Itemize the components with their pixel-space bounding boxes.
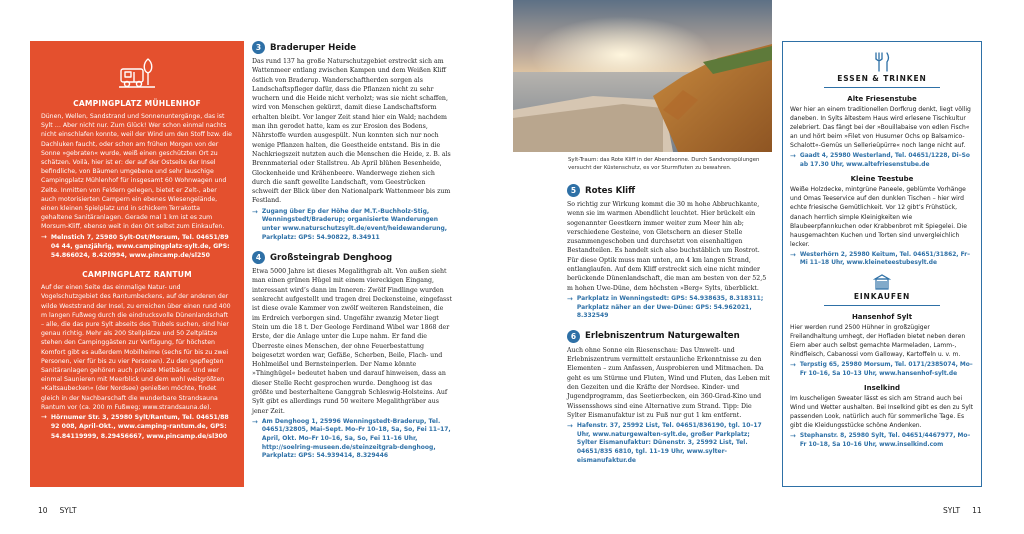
running-head: SYLT (943, 506, 961, 515)
photo-caption: Sylt-Traum: das Rote Kliff in der Abendsonne. Durch Sandvorspülungen versucht der Küstenschutz, es vor Sturmfluten zu bewahren. (568, 157, 760, 171)
entry-title: Inselkind (864, 383, 900, 392)
section-number-badge: 5 (567, 184, 580, 197)
entry-text: Im kuscheligen Sweater lässt es sich am Strand auch bei Wind und Wetter aushalten. Bei Inselkind gibt es den zu Sylt passenden Look, natürlich auch für sommerliche Tage. Es gibt die Kleidungsstücke schöne Andenken. (790, 394, 973, 430)
entry-text: Wer hier an einem traditionellen Dorfkrug denkt, liegt völlig daneben. In Sylts ältestem Haus wird erlesene Tischkultur zelebriert. Das fängt bei der »Bouillabaise von edlen Fisch« an und hört beim »Filet von Husumer Ochs op Balsamico-Schalott«-Gemüs un Sellerieüpürre« noch lange nicht auf. (790, 106, 971, 150)
camper-van-and-tree-icon (117, 53, 157, 91)
section-number-badge: 6 (567, 330, 580, 343)
arrow-right-icon: → (790, 152, 796, 161)
section-heading (567, 330, 771, 343)
section-info: → Am Denghoog 1, 25996 Wenningstedt-Braderup, Tel. 04651/32805, Mai–Sept. Mo–Fr 10–18, Sa, So, Fei 11–17, April, Okt. Mo–Fr 10–16, Sa, So, Fei 11–16 Uhr, http://soelring-museen.de/steinzeitgrab-denghoog, Parkplatz: GPS: 54.939414, 8.329446 (252, 417, 451, 460)
section-text: Auch ohne Sonne ein Riesenschau: Das Umwelt- und Erlebniszentrum vermittelt erstaunliche Erkenntnisse zu den Elementen – zum Anfassen, Ausprobieren und Mitmachen. Da geht es um Stürme und Fluten, Wind und Fluten, das Leben mit den Gezeiten und die Kräfte der Nordsee. Kinder- und Jugendprogramm, das Seetierbecken, ein 360-Grad-Kino und Wissensshows sind eine Alternative zum Strand. Tipp: Die Sylter Eismanufaktur ist zu Fuß nur gut 1 km entfernt. (567, 346, 770, 419)
page-footer (943, 506, 982, 515)
section-heading (567, 184, 771, 197)
text-column (567, 184, 771, 465)
entry-title: Alte Friesenstube (847, 95, 917, 103)
section-title: Großsteingrab Denghoog (270, 252, 393, 263)
category-title: ESSEN & TRINKEN (824, 74, 940, 88)
arrow-right-icon: → (252, 207, 258, 216)
arrow-right-icon: → (567, 422, 573, 431)
campsite-address: → Hörnumer Str. 3, 25980 Sylt/Rantum, Tel. 04651/88 92 008, April–Okt., www.camping-rantum.de, GPS: 54.84119999, 8.29456667, www.pincamp.de/sl300 (41, 413, 229, 440)
arrow-right-icon: → (567, 294, 573, 303)
arrow-right-icon: → (790, 250, 796, 259)
page-number: 10 (38, 506, 48, 515)
section-title: Rotes Kliff (585, 185, 636, 196)
fork-and-knife-icon (873, 52, 891, 72)
section-text: Etwa 5000 Jahre ist dieses Megalithgrab alt. Von außen sieht man einen grünen Hügel mit einem viereckigen Eingang, interessant wird’s dann im Inneren: Zwölf Findlinge wurden senkrecht aufgestellt und tragen drei Deckensteine, eingefasst ist diese ovale Kammer von zwölf weiteren Randsteinen, die im Erdreich verborgen sind. Ungefähr zwanzig Meter liegt Stein um die 18 t. Der Geologe Ferdinand Wibel war 1868 der Erste, der die Anlage unter die Lupe nahm. Er fand die Überreste eines Menschen, der ohne Feuerbestattung beigesetzt worden war, Gefäße, Scherben, Beile, Flach- und Hohlmeißel und Bernsteinperlen. Der Name könnte »Thinghügel« bedeutet haben und darauf hinweisen, dass an dieser Stelle Recht gesprochen wurde. Denghoog ist das größte und besterhaltene Ganggrab Schleswig-Holsteins. Auf Sylt gibt es allerdings rund 50 weitere Megalithgräber aus jener Zeit. (252, 268, 452, 415)
section-number-badge: 3 (252, 41, 265, 54)
section-info: → Zugang über Ep der Höhe der M.T.-Buchholz-Stig, Wenningstedt/Braderup; organisierte Wanderungen unter www.naturschutzsylt.de/event/heidewanderung, Parkplatz: GPS: 54.90822, 8.34911 (252, 207, 448, 241)
section-heading (252, 41, 452, 54)
section-text: So richtig zur Wirkung kommt die 30 m hohe Abbruchkante, wenn sie im warmen Abendlicht leuchtet. Hier brückelt ein sogenannter Geestkern immer weiter zum Meer hin ab; verschiedene Gesteine, von Gletschern an dieser Stelle zusammengeschoben und durchsetzt von eisenhaltigen Bestandteilen. Es handelt sich also buchstäblich um Rostrot. Für diese Optik muss man unten, am 4 km langen Strand, entlanglaufen. Auf dem Kliff erstreckt sich eine nicht minder berückende Dünenlandschaft, die man am besten von der 52,5 m hohen Uwe-Düne, dem höchsten »Berg« Sylts, überblickt. (567, 201, 767, 292)
arrow-right-icon: → (41, 232, 47, 241)
page-footer (38, 506, 77, 515)
tips-box (782, 41, 982, 487)
section-text: Das rund 137 ha große Naturschutzgebiet erstreckt sich am Wattenmeer entlang zwischen Kampen und dem Weißen Kliff östlich von Braderup. Wanderschaftherden sorgen als Landschaftspfleger dafür, dass die Pflanzen nicht zu sehr wuchern und die Heide nicht verholzt; was sie nicht schaffen, wird von Menschen gekürzt, damit diese Landschaftsform erhalten bleibt. Vor langer Zeit stand hier ein Wald; nachdem man ihn gerodet hatte, kam es zur Erosion des Bodens, Nährstoffe wurden ausgespült. Nun konnten sich nur noch wenige Pflanzen halten, die Geestheide entstand. Bis in die Nachkriegszeit nutzten auch die Menschen die Heide, z. B. als Brennmaterial oder Stallstreu. Ab April blühen Besenheide, Glockenheide und Krähenbeere. Wanderwege ziehen sich durch die sanft gewellte Landschaft, vom Geestrücken schweift der Blick über den Nationalpark Wattenmeer bis zum Festland. (252, 58, 451, 205)
campsite-info-box (30, 41, 244, 487)
running-head: SYLT (59, 506, 77, 515)
campsite-title: CAMPINGPLATZ MÜHLENHOF (73, 99, 201, 108)
entry-info: → Westerhörn 2, 25980 Keitum, Tel. 04651/31862, Fr–Mi 11–18 Uhr, www.kleineteestubesylt.de (790, 250, 971, 267)
campsite-address: → Melnstich 7, 25980 Sylt-Ost/Morsum, Tel. 04651/89 04 44, ganzjährig, www.campingplatz-sylt.de, GPS: 54.866024, 8.420994, www.pincamp.de/sl250 (41, 232, 230, 260)
arrow-right-icon: → (790, 432, 796, 441)
section-number-badge: 4 (252, 251, 265, 264)
arrow-right-icon: → (252, 417, 258, 426)
campsite-title: CAMPINGPLATZ RANTUM (82, 270, 192, 280)
red-cliff-sunset-photo (513, 0, 772, 152)
section-info: → Hafenstr. 37, 25992 List, Tel. 04651/836190, tgl. 10–17 Uhr, www.naturgewalten-sylt.de, großer Parkplatz; Sylter Eismanufaktur: Dünenstr. 3, 25992 List, Tel. 04651/835 6810, tgl. 11–19 Uhr, www.sylter-eismanufaktur.de (567, 422, 762, 464)
entry-text: Hier werden rund 2500 Hühner in großzügiger Freilandhaltung umhegt, der Hofladen bietet neben deren Eiern aber auch selbst gemachte Marmeladen, Lamm-, Rindfleisch, Cabanossi vom Galloway, Kartoffeln u. v. m. (790, 323, 966, 359)
section-info: → Parkplatz in Wenningstedt: GPS: 54.938635, 8.318311; Parkplatz näher an der Uwe-Düne: GPS: 54.962021, 8.332549 (567, 294, 764, 320)
campsite-text: Auf der einen Seite das einmalige Natur- und Vogelschutzgebiet des Rantumbeckens, auf der anderen der wilde Weststrand der Insel, zu erreichen über einen rund 400 m langen Fußweg durch die eindrucksvolle Dünenlandschaft – alle, die das pure Sylt abseits des Trubels suchen, sind hier genau richtig. Mehr als 200 Stellplätze und 50 Zeltplätze stehen den Campinggästen zur Verfügung, für höchsten Komfort gibt es außerdem Mobilheime (sechs für bis zu zwei Personen, vier für bis zu vier Personen). Zu den gepflegten Sanitäranlagen gehören auch private Mietbäder. Und wer einmal Saunieren mit Meerblick und dem wohl weitgrößten »Kaltsaubecken« (der Nordsee) genießen möchte, findet gleich in der Nachbarschaft die wunderbare Strandsauna Rantum vor (ca. 200 m Fußweg; www.strandsauna.de). (41, 284, 231, 411)
page-number: 11 (972, 506, 982, 515)
shop-icon (873, 274, 891, 290)
entry-title: Hansenhof Sylt (851, 312, 913, 321)
entry-title: Kleine Teestube (850, 175, 914, 184)
campsite-text: Dünen, Wellen, Sandstrand und Sonnenuntergänge, das ist Sylt … Aber nicht nur. Zum Glück! Wer schon einmal nachts nicht einschlafen konnte, weil der Wind um den Stoff bzw. die Dachluken faucht, oder schon am frühen Morgen von der Sonne »gebraten« wurde, weiß einen geschützten Ort zu schätzen. Voilà, hier ist er: der auf der Ostseite der Insel befindliche, von Bäumen umgebene und sehr lauschige Campingplatz Mühlenhof für insgesamt 60 Wohnwagen und Zelte. Inmitten von Feldern gelegen, bietet er Zelt-, aber auch motorisierten Campern ein ebenes Wiesengelände, einen kleinen Spielplatz und in schickem Terrakotta gehaltene Sanitäranlagen. Gerade mal 1 km ist es zum Morsum-Kliff, ebenso weit in den Ort selbst zum Einkaufen. (41, 113, 232, 231)
category-title: EINKAUFEN (824, 292, 940, 306)
entry-text: Weiße Holzdecke, mintgrüne Paneele, geblümte Vorhänge und Omas Teeservice auf den dunklen Tischen – hier wird echte friesische Gemütlichkeit. Vor 12 gibt’s Frühstück, danach herrlich simple Kleinigkeiten wie Blaubeerpfannkuchen oder Krabbenbrot mit Spiegelei. Die hausgemachten Kuchen und Torten sind unvergleichlich lecker. (790, 186, 967, 248)
section-title: Erlebniszentrum Naturgewalten (585, 331, 740, 342)
arrow-right-icon: → (41, 413, 47, 422)
entry-info: → Terpstig 65, 25980 Morsum, Tel. 0171/2385074, Mo–Fr 10–16, Sa 10–13 Uhr, www.hansenhof-sylt.de (790, 361, 973, 377)
text-column (252, 41, 452, 461)
entry-info: → Gaadt 4, 25980 Westerland, Tel. 04651/1228, Di–So ab 17.30 Uhr, www.altefriesenstube.de (790, 152, 970, 168)
section-heading (252, 251, 452, 264)
entry-info: → Stephanstr. 8, 25980 Sylt, Tel. 04651/4467977, Mo–Fr 10–18, Sa 10–16 Uhr, www.inselkind.com (790, 432, 971, 448)
section-title: Braderuper Heide (270, 42, 357, 53)
arrow-right-icon: → (790, 361, 796, 370)
